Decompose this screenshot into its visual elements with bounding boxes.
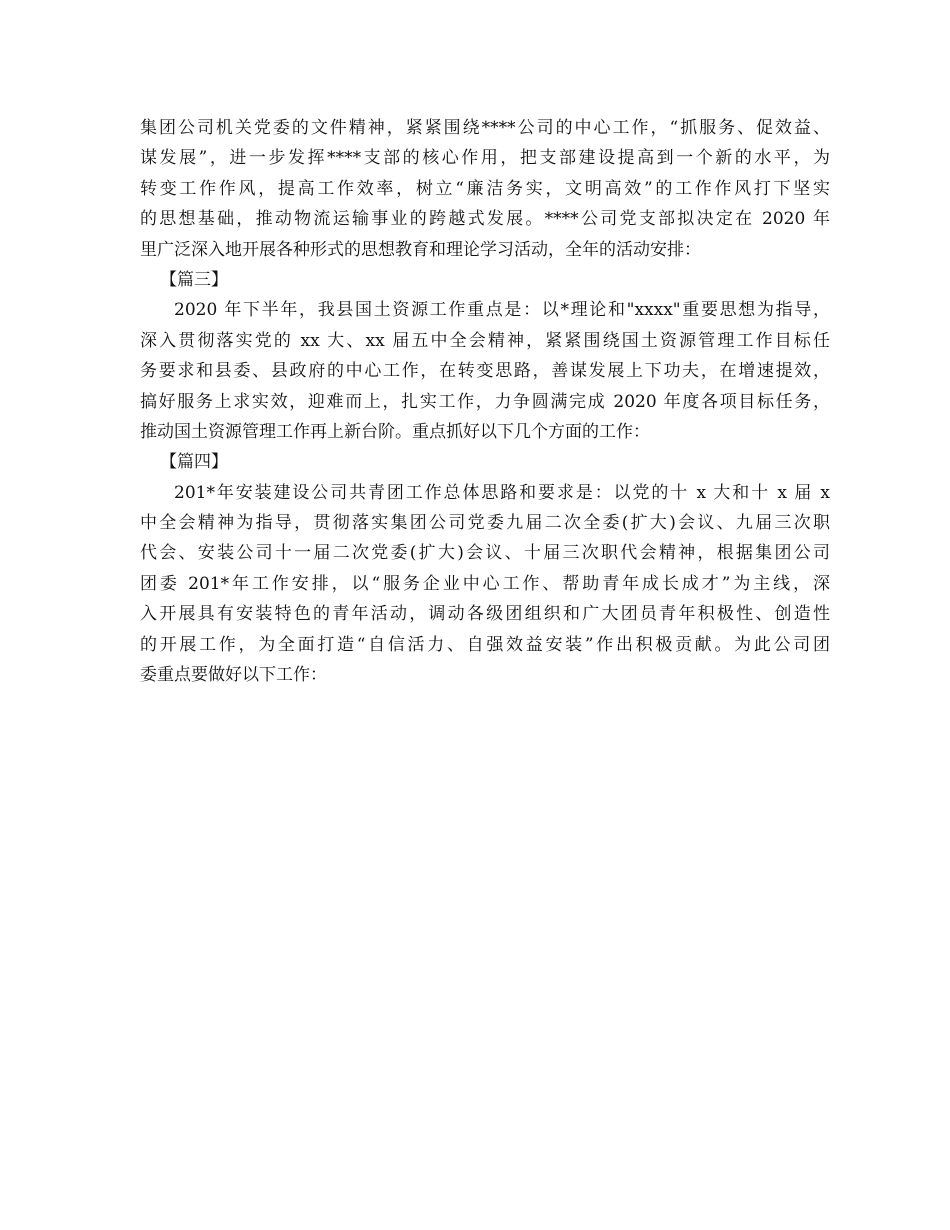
paragraph-line: 转变工作作风，提高工作效率，树立“廉洁务实，文明高效”的工作作风打下坚实 [140, 178, 830, 199]
paragraph-line: 中全会精神为指导，贯彻落实集团公司党委九届二次全委(扩大)会议、九届三次职 [140, 513, 830, 534]
paragraph-line: 搞好服务上求实效，迎难而上，扎实工作，力争圆满完成 2020 年度各项目标任务， [140, 391, 830, 412]
paragraph-line: 的开展工作，为全面打造“自信活力、自强效益安装”作出积极贡献。为此公司团 [140, 634, 830, 655]
paragraph-line: 2020 年下半年，我县国土资源工作重点是：以*理论和"xxxx"重要思想为指导， [174, 300, 830, 321]
section-heading-3: 【篇三】 [160, 269, 228, 290]
paragraph-line: 的思想基础，推动物流运输事业的跨越式发展。****公司党支部拟决定在 2020 年 [140, 209, 830, 230]
paragraph-line: 201*年安装建设公司共青团工作总体思路和要求是：以党的十 x 大和十 x 届 x [174, 482, 830, 503]
paragraph-line: 务要求和县委、县政府的中心工作，在转变思路，善谋发展上下功夫，在增速提效， [140, 361, 830, 382]
paragraph-line: 委重点要做好以下工作： [140, 665, 327, 686]
paragraph-line: 入开展具有安装特色的青年活动，调动各级团组织和广大团员青年积极性、创造性 [140, 604, 830, 625]
paragraph-line: 推动国土资源管理工作再上新台阶。重点抓好以下几个方面的工作： [140, 421, 650, 442]
paragraph-line: 谋发展”，进一步发挥****支部的核心作用，把支部建设提高到一个新的水平，为 [140, 148, 830, 169]
paragraph-line: 代会、安装公司十一届二次党委(扩大)会议、十届三次职代会精神，根据集团公司 [140, 543, 830, 564]
paragraph-line: 深入贯彻落实党的 xx 大、xx 届五中全会精神，紧紧围绕国土资源管理工作目标任 [140, 330, 830, 351]
paragraph-line: 集团公司机关党委的文件精神，紧紧围绕****公司的中心工作，“抓服务、促效益、 [140, 118, 830, 138]
section-heading-4: 【篇四】 [160, 452, 228, 473]
document-body [140, 113, 830, 690]
paragraph-line: 里广泛深入地开展各种形式的思想教育和理论学习活动，全年的活动安排： [140, 239, 701, 260]
paragraph-line: 团委 201*年工作安排，以“服务企业中心工作、帮助青年成长成才”为主线，深 [140, 573, 830, 594]
